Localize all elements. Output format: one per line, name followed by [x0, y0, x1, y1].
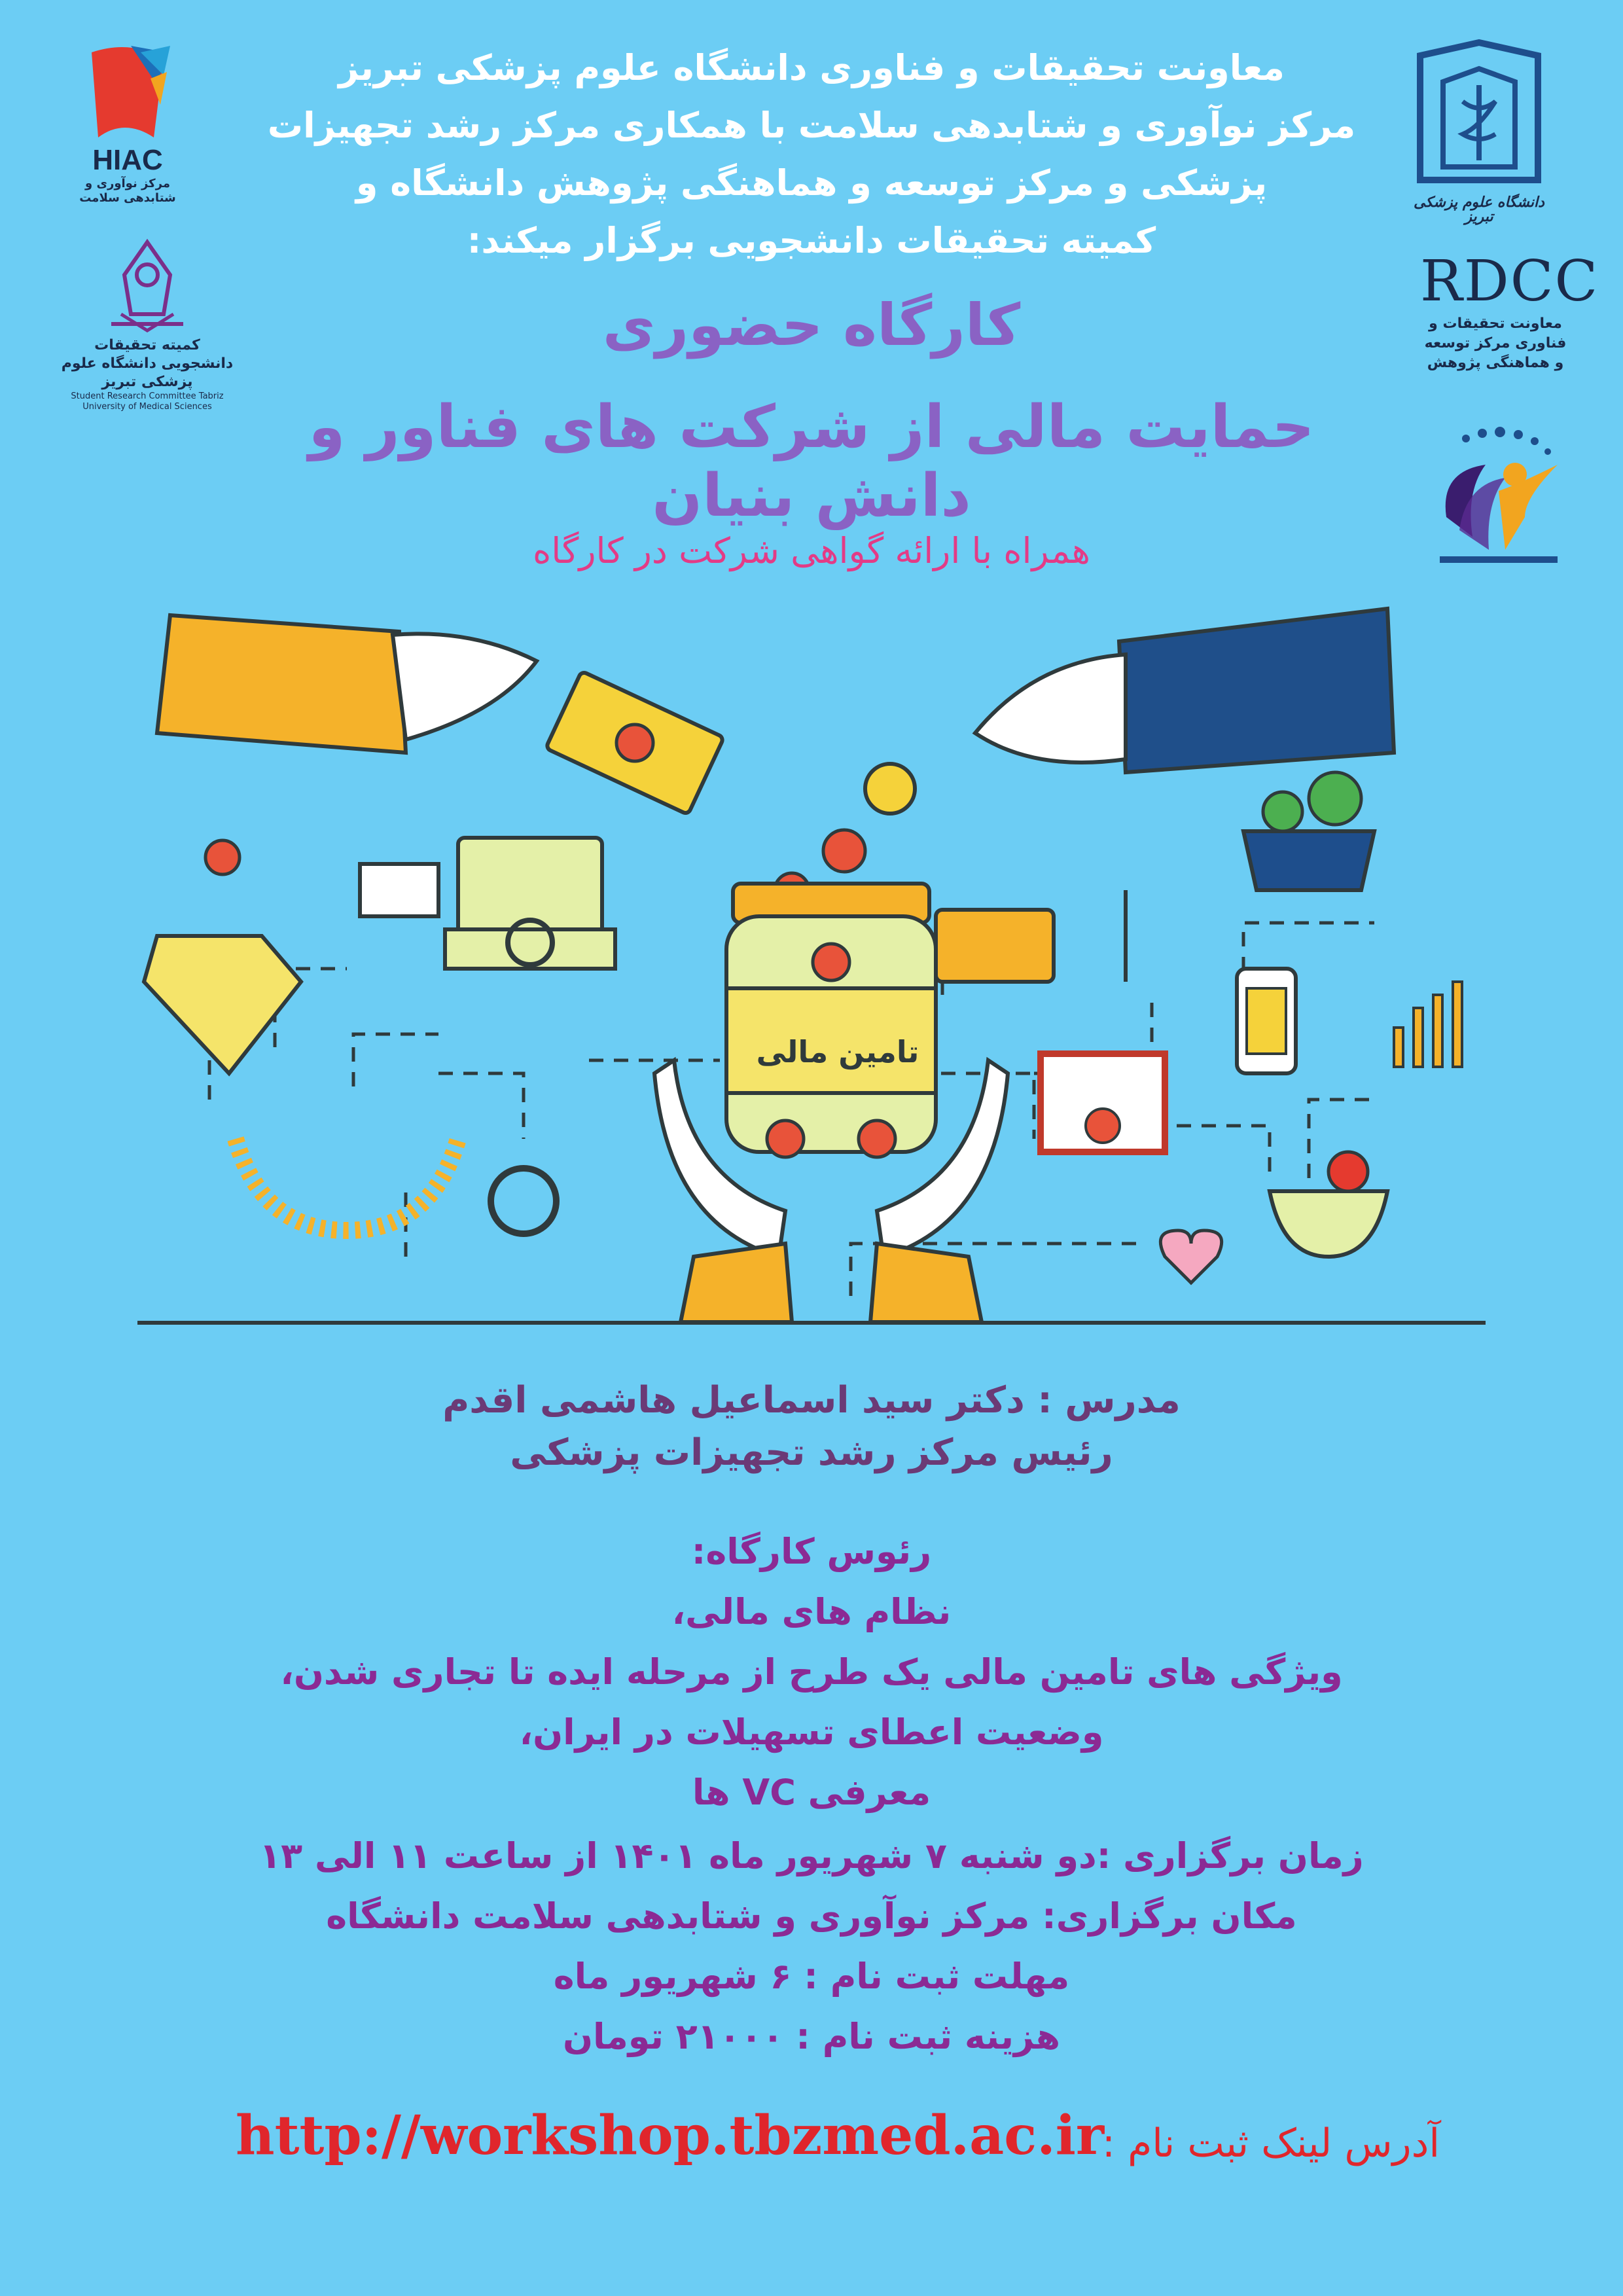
divider-line [137, 1321, 1486, 1325]
left-hand-with-cash [157, 615, 724, 815]
tbzmed-emblem-icon [1407, 36, 1551, 193]
growth-center-logo [1427, 419, 1571, 569]
src-emblem-icon [59, 236, 236, 334]
hiac-caption: مرکز نوآوری و شتابدهی سلامت [79, 177, 176, 205]
header-line-3: پزشکی و مرکز توسعه و هماهنگی پژوهش دانشگاه و [355, 162, 1268, 204]
certificate-subtitle: همراه با ارائه گواهی شرکت در کارگاه [532, 530, 1090, 571]
rdcc-caption: معاونت تحقیقات و فناوری مرکز توسعه و هماهنگی پژوهش [1424, 315, 1567, 371]
jar-label: تامین مالی [756, 1034, 919, 1069]
tbzmed-caption: دانشگاه علوم پزشکی تبریز [1414, 194, 1544, 225]
student-research-committee-logo [59, 236, 236, 412]
hiac-name: HIAC [92, 144, 163, 176]
organizer-header [223, 39, 1400, 270]
tbzmed-logo [1407, 36, 1551, 226]
topics-heading: رئوس کارگاه: [691, 1531, 932, 1572]
registration-link-row [196, 2104, 1440, 2183]
header-line-2: مرکز نوآوری و شتابدهی سلامت با همکاری مرکز رشد تجهیزات [267, 105, 1356, 146]
topic-item: معرفی VC ها [692, 1772, 931, 1813]
hiac-logo [79, 39, 177, 203]
event-place: مکان برگزاری: مرکز نوآوری و شتابدهی سلامت دانشگاه [326, 1895, 1297, 1937]
instructor-block [223, 1374, 1400, 1479]
registration-fee: هزینه ثبت نام : ۲۱۰۰۰ تومان [562, 2016, 1061, 2057]
src-caption-fa: کمیته تحقیقات دانشجویی دانشگاه علوم پزشکی تبریز [61, 337, 234, 390]
src-caption-en: Student Research Committee Tabriz University of Medical Sciences [71, 391, 224, 412]
topic-item: نظام های مالی، [671, 1591, 952, 1632]
event-info [157, 1826, 1466, 2067]
workshop-topics [157, 1522, 1466, 1823]
rdcc-name: RDCC [1420, 249, 1599, 314]
registration-link[interactable]: http://workshop.tbzmed.ac.ir [236, 2104, 1105, 2167]
registration-link-label: آدرس لینک ثبت نام : [1101, 2121, 1440, 2166]
workshop-type-title: کارگاه حضوری [602, 291, 1021, 359]
header-line-4: کمیته تحقیقات دانشجویی برگزار میکند: [467, 220, 1156, 261]
rdcc-logo [1420, 249, 1599, 393]
workshop-main-title: حمایت مالی از شرکت های فناور و دانش بنیان [308, 393, 1315, 530]
instructor-position: رئیس مرکز رشد تجهیزات پزشکی [510, 1431, 1113, 1474]
funding-illustration [131, 602, 1492, 1329]
registration-deadline: مهلت ثبت نام : ۶ شهریور ماه [553, 1956, 1070, 1997]
growth-center-icon [1427, 419, 1571, 569]
topic-item: ویژگی های تامین مالی یک طرح از مرحله ایده تا تجاری شدن، [280, 1651, 1343, 1693]
topic-item: وضعیت اعطای تسهیلات در ایران، [519, 1712, 1104, 1753]
event-time: زمان برگزاری :دو شنبه ۷ شهریور ماه ۱۴۰۱ از ساعت ۱۱ الی ۱۳ [259, 1835, 1364, 1876]
instructor-name: مدرس : دکتر سید اسماعیل هاشمی اقدم [442, 1379, 1181, 1422]
hiac-sail-icon [79, 39, 177, 157]
header-line-1: معاونت تحقیقات و فناوری دانشگاه علوم پزشکی تبریز [338, 47, 1285, 88]
money-jar [726, 884, 936, 1157]
